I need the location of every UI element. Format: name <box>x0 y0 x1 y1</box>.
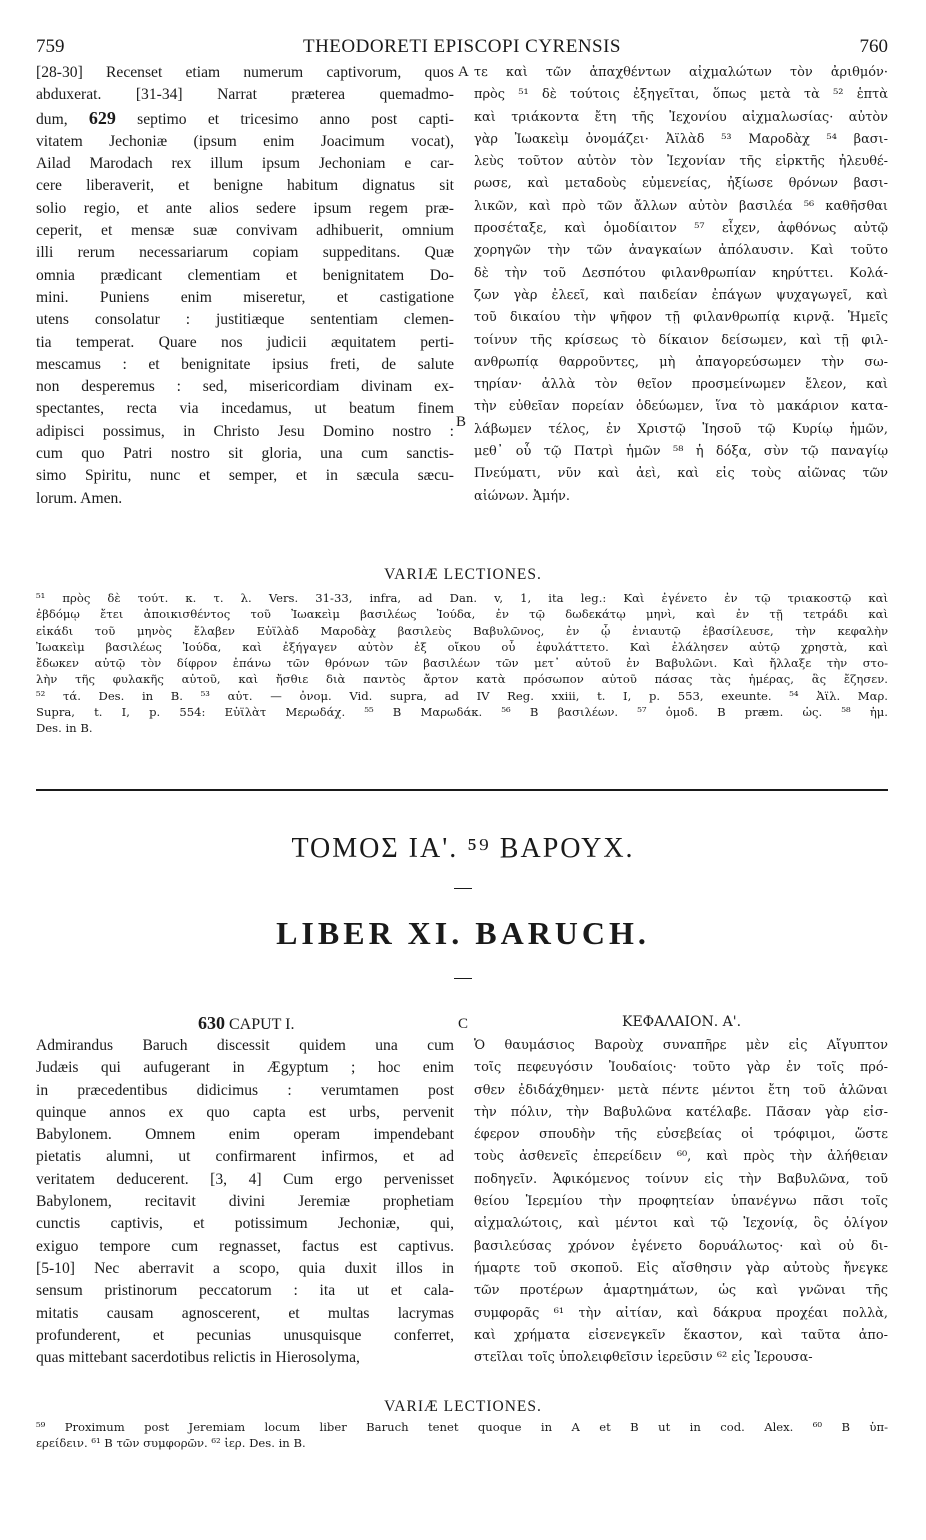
greek-text-line: πρὸς ⁵¹ δὲ τούτοις ἐξηγεῖται, ὅπως μετὰ τὰ ⁵² ἑπτὰ <box>474 87 888 103</box>
latin-text-line: utens consolatur : justitiæque sententiam clemen- <box>36 311 454 329</box>
variant-note-line: ερείδειν. ⁶¹ B τῶν συμφορῶν. ⁶² ἱερ. Des. in B. <box>36 1436 306 1451</box>
caput-heading <box>198 1013 295 1034</box>
variant-note-line: ἑβδόμῳ ἔτει ἀποικισθέντος τοῦ Ἰωακεὶμ βασιλέως Ἰούδα, ἐν τῷ δωδεκάτῳ μηνὶ, καὶ ἐν τῇ τετράδι καὶ <box>36 607 888 622</box>
greek-text-line: θείου Ἱερεμίου τὴν προφητείαν ὑπανέγνω πᾶσι τοῖς <box>474 1194 888 1210</box>
greek-text-line: τε καὶ τῶν ἀπαχθέντων αἰχμαλώτων τὸν ἀριθμόν· <box>474 65 888 80</box>
greek-text-line: βασιλεύσας χρόνον ἐγένετο δορυάλωτος· καὶ οὐ δι- <box>474 1238 888 1254</box>
column-number-629: 629 <box>88 107 116 128</box>
greek-text-line: τηρίαν· ἀλλὰ τὸν θεῖον προσμείνωμεν ἔλεον, καὶ <box>474 377 888 393</box>
latin-text-line: tia temperat. Quare nos judicii æquitatem perti- <box>36 333 454 351</box>
greek-text-line: λάβωμεν τέλος, ἐν Χριστῷ Ἰησοῦ τῷ Κυρίῳ ἡμῶν, <box>474 421 888 437</box>
latin-text-line: adipisci possimus, in Christo Jesu Domino nostro : <box>36 422 454 440</box>
latin-text-line: simo Spiritu, nunc et semper, et in sæcula sæcu- <box>36 467 454 485</box>
latin-text-line: dum, 629 septimo et tricesimo anno post capti- <box>36 107 454 128</box>
variant-note-line: εἰκάδι τοῦ μηνὸς ἔλαβεν Εὐϊλὰδ Μαροδὰχ βασιλεὺς Βαβυλῶνος, ἐν ᾧ ἐνιαυτῷ ἐβασίλευσε, τὴν κεφαλὴν <box>36 623 888 638</box>
latin-text-line: solio regio, et ante alios sedere ipsum regem præ- <box>36 199 454 217</box>
greek-text-line: τῶν προτέρων ἁμαρτημάτων, ὡς καὶ γνῶναι τῆς <box>474 1283 888 1299</box>
greek-text-line: γὰρ Ἰωακεὶμ ὀνομάζει· Ἀϊλὰδ ⁵³ Μαροδὰχ ⁵⁴ βασι- <box>474 131 888 147</box>
latin-text-line: Admirandus Baruch discessit quidem una cum <box>36 1037 454 1054</box>
latin-text-line: cere liberaverit, et benigne habitum dignatus sit <box>36 177 454 195</box>
variant-note-line: ⁵² τά. Des. in B. ⁵³ αὐτ. — ὀνομ. Vid. supra, ad IV Reg. xxiii, t. I, p. 553, exeunte. ⁵⁴ Ἀϊλ. Μαρ. <box>36 688 888 703</box>
latin-text-line: cunctis captivis, et potissimum Jechoniæ, qui, <box>36 1215 454 1233</box>
greek-text-line: ανθρωπίᾳ θαρροῦντες, μὴ ἀπαγορεύσωμεν τὴν σω- <box>474 354 888 370</box>
variae-lectiones-notes-2 <box>36 1419 888 1452</box>
greek-text-line: τοὺς ἀσθενεῖς ἐπερείδειν ⁶⁰, καὶ πρὸς τὴν ἀλήθειαν <box>474 1149 888 1165</box>
margin-letter-c: C <box>458 1016 469 1032</box>
latin-text-line: mini. Puniens enim miseretur, et castigatione <box>36 288 454 306</box>
latin-text-line: [28-30] Recenset etiam numerum captivorum, quos <box>36 64 454 81</box>
variant-note-line: Des. in B. <box>36 721 93 736</box>
latin-text-line: illi rerum necessariarum copiam suppeditans. Quæ <box>36 244 454 262</box>
tomos-heading: ΤΟΜΟΣ ΙΑ'. ⁵⁹ ΒΑΡΟΥΧ. <box>291 833 635 864</box>
latin-text-line: [5-10] Nec aberravit a scopo, quia duxit illos in <box>36 1259 454 1277</box>
greek-text-line: χορηγῶν τὴν τῶν ἀναγκαίων ἀπόλαυσιν. Καὶ τοῦτο <box>474 243 888 259</box>
latin-column-chapter <box>36 1035 454 1369</box>
greek-text-line: τὴν πόλιν, τὴν Βαβυλῶνα κατέλαβε. Πᾶσαν γὰρ εἰσ- <box>474 1104 888 1120</box>
greek-text-line: μεθ᾽ οὗ τῷ Πατρὶ ἡμῶν ⁵⁸ ἡ δόξα, σὺν τῷ παναγίῳ <box>474 444 888 460</box>
heading-dash-1 <box>454 888 472 889</box>
variae-lectiones-notes-1 <box>36 590 888 737</box>
liber-heading: LIBER XI. BARUCH. <box>276 915 650 951</box>
latin-text-line: in præcedentibus didicimus : verumtamen post <box>36 1081 454 1099</box>
latin-text-line: Babylonem. Omnem enim operam impendebant <box>36 1126 454 1144</box>
kephalaion-heading: ΚΕΦΑΛΑΙΟΝ. Α'. <box>622 1014 742 1030</box>
page-number-right: 760 <box>859 36 888 57</box>
latin-column-top <box>36 62 454 510</box>
page-title: THEODORETI EPISCOPI CYRENSIS <box>302 36 622 57</box>
variae-lectiones-title-2: VARIÆ LECTIONES. <box>384 1398 542 1415</box>
latin-text-line: spectantes, recta via incedamus, ut beatum finem <box>36 400 454 418</box>
latin-text-line: Ailad Marodach rex illum ipsum Jechoniam e car- <box>36 155 454 173</box>
latin-text-line: quinque annos ex quo capta est urbs, pervenit <box>36 1103 454 1121</box>
greek-text-line: συμφορᾶς ⁶¹ τὴν αἰτίαν, καὶ δάκρυα προχέαι πολλὰ, <box>474 1305 888 1321</box>
column-number-630: 630 <box>198 1013 225 1033</box>
greek-text-line: ρωσε, καὶ μεταδοὺς εὐμενείας, ἠξίωσε θρόνων βασι- <box>474 176 888 192</box>
latin-text-line: omnia prædicant clementiam et benignitatem Do- <box>36 266 454 284</box>
latin-text-line: lorum. Amen. <box>36 489 123 507</box>
latin-text-line: Judæis qui aufugerant in Ægyptum ; hoc enim <box>36 1059 454 1077</box>
page-number-left: 759 <box>36 36 65 57</box>
margin-letter-b: B <box>456 414 467 430</box>
greek-text-line: προσέταξε, καὶ ὁμοδίαιτον ⁵⁷ εἶχεν, ἀφθόνως αὐτῷ <box>474 221 888 237</box>
latin-text-line: Babylonem, recitavit divini Jeremiæ prophetiam <box>36 1193 454 1211</box>
variant-note-line: Supra, t. I, p. 554: Εὐϊλὰτ Μερωδάχ. ⁵⁵ B Μαρωδάκ. ⁵⁶ B βασιλέων. ⁵⁷ ὁμοδ. B præm. ὡς. ⁵⁸ ἡμ. <box>36 705 888 720</box>
latin-text-line: pietatis alumni, ut confirmarent infirmos, et ad <box>36 1148 454 1166</box>
latin-text-line: ceperit, et mensæ suæ convivam adhibuerit, omnium <box>36 222 454 240</box>
variant-note-line: ⁵⁹ Proximum post Jeremiam locum liber Baruch tenet quoque in A et B ut in cod. Alex. ⁶⁰ B ὑπ- <box>36 1420 888 1434</box>
greek-text-line: Πνεύματι, νῦν καὶ ἀεὶ, καὶ εἰς τοὺς αἰῶνας τῶν <box>474 466 888 482</box>
greek-text-line: λικῶν, καὶ πρὸ τῶν ἄλλων αὐτὸν βασιλέα ⁵⁶ καθῆσθαι <box>474 198 888 214</box>
running-header <box>36 36 888 60</box>
greek-text-line: καὶ χρήματα εἰσενεγκεῖν ἕκαστον, καὶ ταῦτα ἀπο- <box>474 1327 888 1343</box>
variant-note-line: λὴν τῆς φυλακῆς αὐτοῦ, καὶ ἤσθιε διὰ παντὸς ἄρτον κατὰ πρόσωπον αὐτοῦ πάσας τὰς ἡμέρας, ἃς ἔζησεν. <box>36 672 888 687</box>
greek-text-line: αἰώνων. Ἀμήν. <box>474 488 570 504</box>
section-rule <box>36 789 888 791</box>
variae-lectiones-title-1: VARIÆ LECTIONES. <box>384 566 542 583</box>
greek-text-line: αἰχμαλώτοις, καὶ μέντοι καὶ τῷ Ἰεχονίᾳ, ὃς ὀλίγον <box>474 1216 888 1232</box>
greek-text-line: τοῖς πεφευγόσιν Ἰουδαίοις· τοῦτο γὰρ ἐν τοῖς πρό- <box>474 1060 888 1076</box>
latin-text-line: quas mittebant sacerdotibus relictis in Hierosolyma, <box>36 1349 360 1367</box>
latin-text-line: mescamus : et benignitate ipsius freti, de salute <box>36 355 454 373</box>
greek-text-line: ήμαρτε τοῦ σκοποῦ. Εἰς αἴσθησιν γὰρ αὐτοὺς ἤνεγκε <box>474 1260 888 1276</box>
greek-text-line: τὴν εὐθεῖαν πορείαν ὁδεύωμεν, ἵνα τὸ μακάριον κατα- <box>474 399 888 415</box>
latin-text-line: non desperemus : sed, misericordiam divinam ex- <box>36 378 454 396</box>
latin-text-line: exiguo tempore cum regnasset, factus est captivus. <box>36 1237 454 1255</box>
variant-note-line: Ἰωακεὶμ βασιλέως Ἰούδα, καὶ ἐξήγαγεν αὐτὸν ἐξ οἴκου οὗ ἐφυλάττετο. Καὶ ἐλάλησεν αὐτῷ χρηστὰ, καὶ <box>36 639 888 654</box>
margin-letter-a: A <box>458 64 469 80</box>
greek-text-line: σθεν ἐδιδάχθημεν· μετὰ πέντε μέντοι ἔτη τοῦ ἁλῶναι <box>474 1082 888 1098</box>
greek-text-line: τοῦ δικαίου τὴν ψῆφον τῇ φιλανθρωπίᾳ κιρνᾷ. Ἡμεῖς <box>474 310 888 326</box>
latin-text-line: veritatem deducerent. [3, 4] Cum ergo pervenisset <box>36 1170 454 1188</box>
heading-dash-2 <box>454 978 472 979</box>
greek-text-line: ζων γὰρ ἐλεεῖ, καὶ παιδείαν ἐπάγων ψυχαγωγεῖ, καὶ <box>474 287 888 303</box>
greek-text-line: καὶ τριάκοντα ἔτη τῆς Ἰεχονίου αἰχμαλωσίας· αὐτὸν <box>474 109 888 125</box>
greek-text-line: λεὺς τοῦτον αὐτὸν τὸν Ἰεχονίαν τῆς εἱρκτῆς ἠλευθέ- <box>474 154 888 170</box>
variant-note-line: ἔδωκεν αὐτῷ τὸν δίφρον ἐπάνω τῶν θρόνων τῶν βασιλέων τῶν μετ᾽ αὐτοῦ ἐν Βαβυλῶνι. Καὶ ἤλλαξε τὴν στο- <box>36 656 888 671</box>
greek-text-line: δὲ τὴν τοῦ Δεσπότου φιλανθρωπίαν κηρύττει. Κολά- <box>474 265 888 281</box>
greek-text-line: έφερον σπουδὴν τῆς εὐσεβείας οἱ τρόφιμοι, ὥστε <box>474 1127 888 1143</box>
greek-text-line: Ὁ θαυμάσιος Βαροὺχ συναπῆρε μὲν εἰς Αἴγυπτον <box>474 1038 888 1053</box>
variant-note-line: ⁵¹ πρὸς δὲ τούτ. κ. τ. λ. Vers. 31-33, infra, ad Dan. v, 1, ita leg.: Καὶ ἐγένετο ἐν τῷ τριακοστῷ καὶ <box>36 591 888 605</box>
latin-text-line: sensum pristinorum peccatorum : ita ut et cala- <box>36 1282 454 1300</box>
caput-label: CAPUT I. <box>229 1016 295 1033</box>
latin-text-line: profunderent, et pecunias unusquisque conferret, <box>36 1326 454 1344</box>
greek-text-line: τοίνυν τῆς κρίσεως τὸ δίκαιον δείσωμεν, καὶ τῇ φιλ- <box>474 332 888 348</box>
greek-column-chapter <box>474 1035 888 1369</box>
greek-text-line: στεῖλαι τοῖς ὑπολειφθεῖσιν ἱερεῦσιν ⁶² εἰς Ἱερουσα- <box>474 1350 813 1366</box>
greek-column-top <box>474 62 888 508</box>
greek-text-line: ποδηγεῖν. Ἀφικόμενος τοίνυν εἰς τὴν Βαβυλῶνα, τοῦ <box>474 1171 888 1187</box>
latin-text-line: vitatem Jechoniæ (ipsum enim Joacimum vocat), <box>36 132 454 150</box>
latin-text-line: mitatis causam agnoscerent, et multas lacrymas <box>36 1304 454 1322</box>
latin-text-line: cum quo Patri nostro sit gloria, una cum sanctis- <box>36 445 454 463</box>
latin-text-line: abduxerat. [31-34] Narrat præterea quemadmo- <box>36 86 454 104</box>
